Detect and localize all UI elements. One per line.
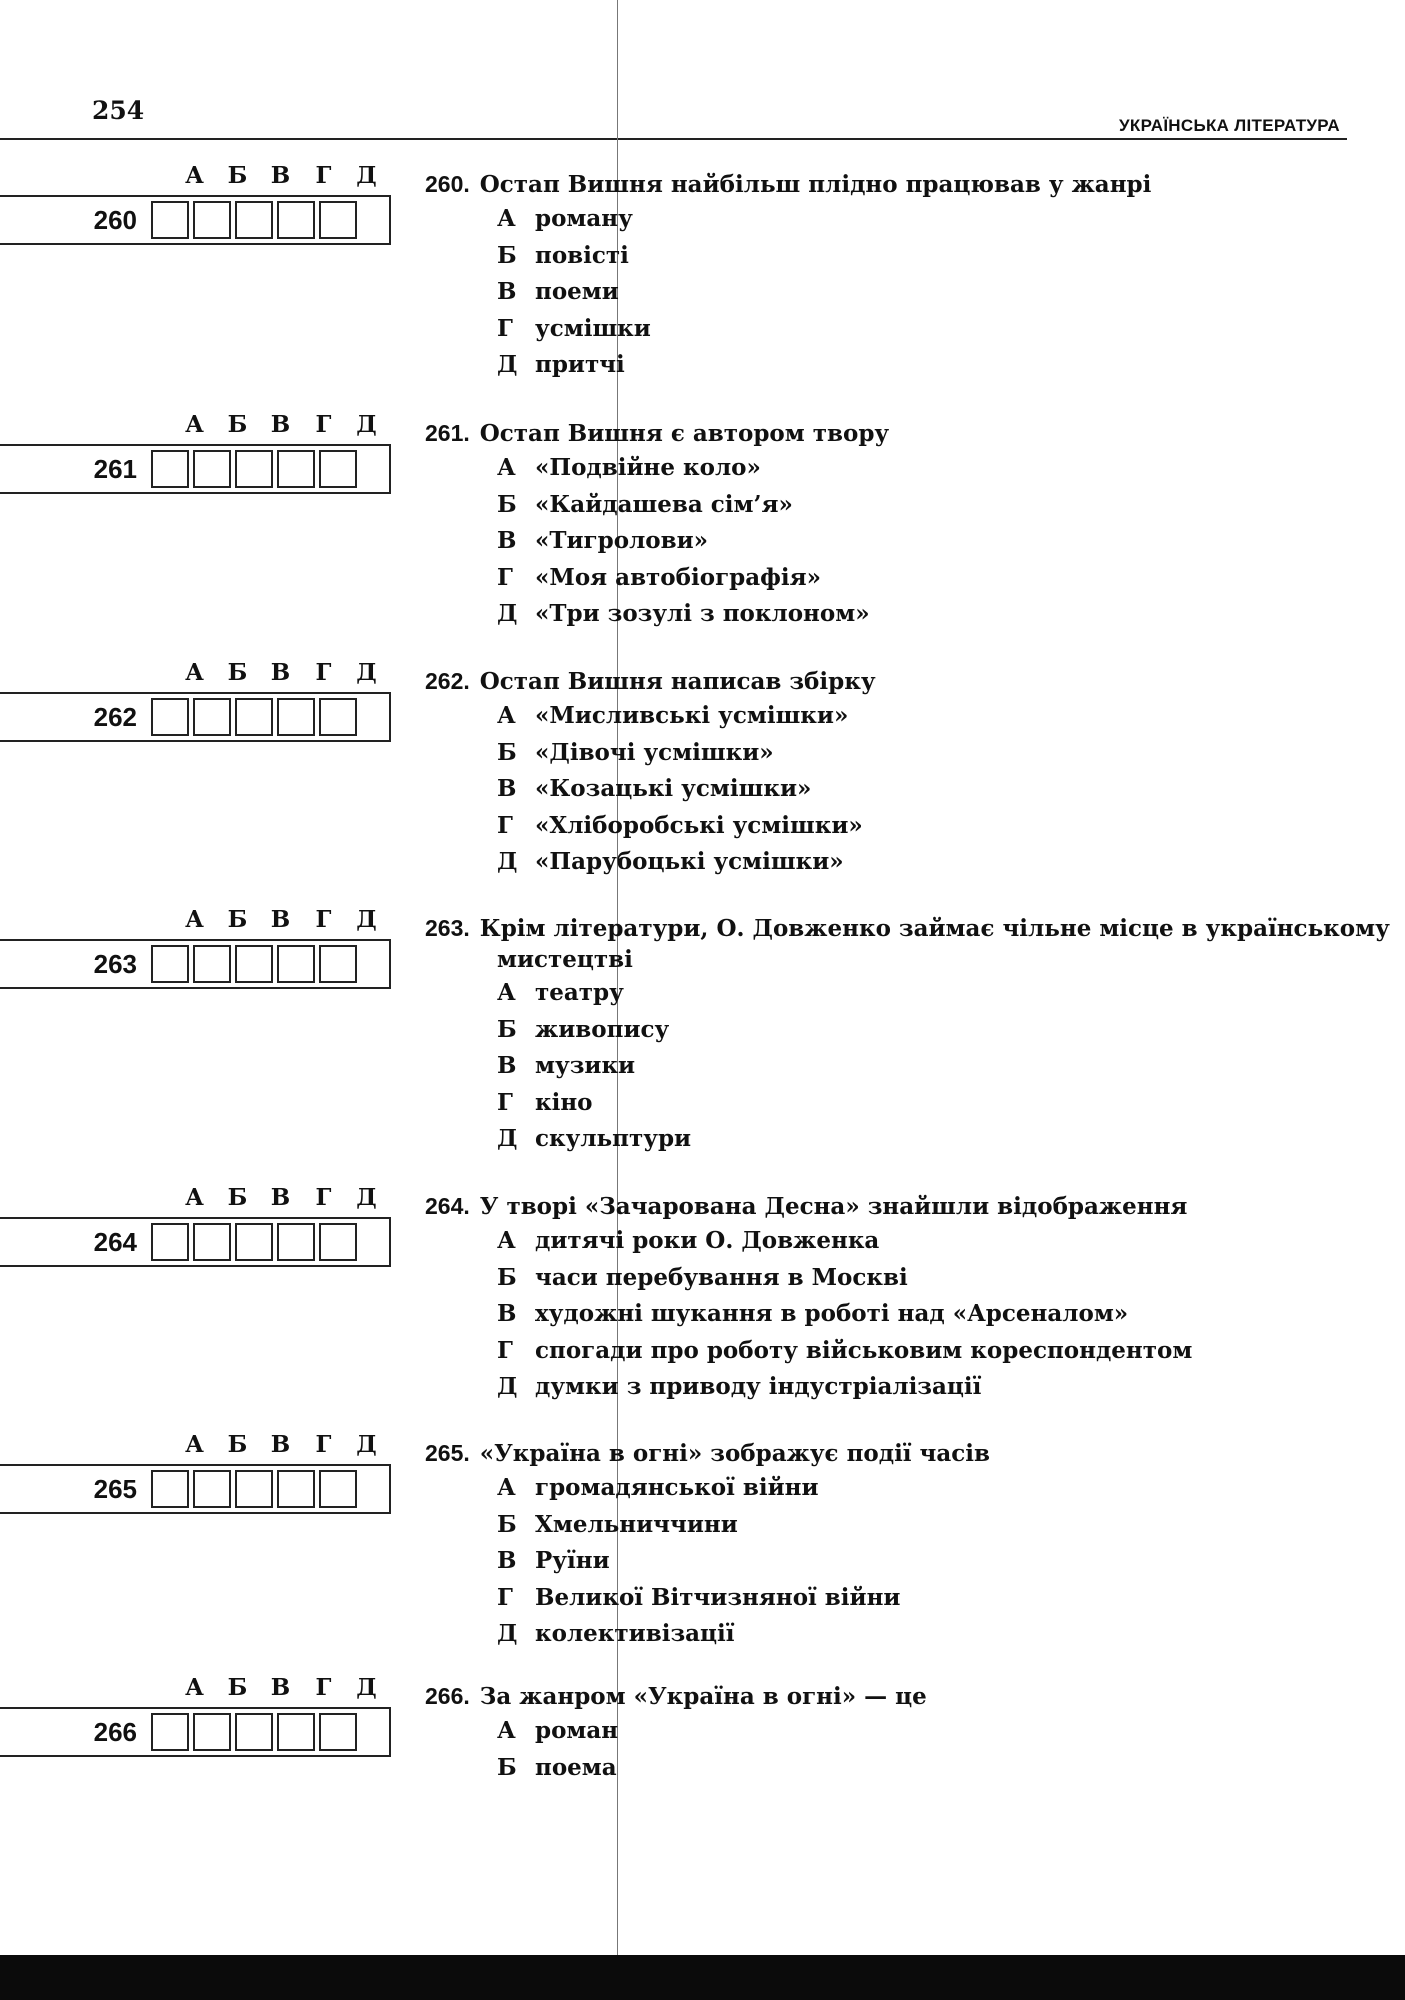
answer-checkbox[interactable]: [277, 1713, 315, 1751]
option-text: колективізації: [535, 1620, 735, 1647]
question-text: У творі «Зачарована Десна» знайшли відображення: [479, 1193, 1188, 1220]
answer-checkbox[interactable]: [193, 1223, 231, 1261]
option-letter: Г: [497, 811, 513, 839]
answer-checkbox[interactable]: [151, 1713, 189, 1751]
question-stem: [425, 168, 1345, 201]
option-letter: В: [497, 1547, 517, 1574]
answer-checkbox[interactable]: [151, 945, 189, 983]
answer-boxes: [151, 945, 357, 983]
option-letter: Г: [497, 1336, 513, 1364]
answer-row-number: 262: [93, 701, 137, 732]
question-text: Крім літератури, О. Довженко займає чільне місце в українському: [479, 915, 1390, 942]
page-number: 254: [92, 96, 145, 125]
answer-option: [425, 771, 1345, 808]
option-text: «Кайдашева сім’я»: [535, 490, 793, 518]
answer-checkbox[interactable]: [235, 1470, 273, 1508]
answer-letter: Б: [227, 162, 248, 189]
answer-row: [0, 1464, 391, 1514]
option-text: роман: [535, 1717, 619, 1744]
option-letter: Д: [497, 1125, 518, 1152]
answer-checkbox[interactable]: [319, 1223, 357, 1261]
option-letter: В: [497, 278, 517, 305]
option-letter: Б: [497, 1753, 517, 1781]
answer-option: [425, 201, 1345, 238]
option-letter: Б: [497, 1510, 517, 1538]
answer-boxes: [151, 450, 357, 488]
answer-letter: Г: [315, 1674, 332, 1701]
option-letter: Б: [497, 1015, 517, 1043]
answer-checkbox[interactable]: [193, 945, 231, 983]
question-text: «Україна в огні» зображує події часів: [479, 1440, 991, 1467]
answer-letter: Г: [315, 1431, 332, 1458]
answer-letter: Б: [227, 906, 248, 933]
answer-checkbox[interactable]: [277, 1470, 315, 1508]
answer-checkbox[interactable]: [235, 698, 273, 736]
option-letter: Г: [497, 1583, 513, 1611]
question-stem: [425, 1190, 1345, 1223]
question-number: 260.: [425, 171, 470, 197]
answer-row-number: 264: [93, 1226, 137, 1257]
question-number: 263.: [425, 915, 470, 941]
answer-letter: В: [270, 1184, 291, 1211]
option-letter: В: [497, 527, 517, 554]
answer-checkbox[interactable]: [151, 1470, 189, 1508]
answer-letters: [173, 411, 388, 438]
answer-option: [425, 1580, 1345, 1617]
answer-option: [425, 1048, 1345, 1085]
answer-option: [425, 1369, 1345, 1406]
question-stem: [425, 912, 1390, 945]
answer-row: [0, 1217, 391, 1267]
answer-letter: А: [185, 162, 204, 189]
question: [425, 1680, 1345, 1786]
answer-option: [425, 844, 1345, 881]
question-text: Остап Вишня є автором твору: [479, 420, 890, 447]
option-letter: Д: [497, 848, 518, 875]
answer-letter: Д: [356, 162, 377, 189]
question-text: Остап Вишня найбільш плідно працював у жанрі: [479, 171, 1152, 198]
answer-letter: Г: [315, 659, 332, 686]
answer-option: [425, 975, 1345, 1012]
answer-letters: [173, 1184, 388, 1211]
option-text: часи перебування в Москві: [535, 1263, 908, 1291]
question: [425, 1437, 1345, 1653]
answer-letter: В: [270, 411, 291, 438]
answer-checkbox[interactable]: [319, 698, 357, 736]
answer-checkbox[interactable]: [277, 698, 315, 736]
option-text: «Тигролови»: [535, 527, 709, 554]
question-number: 266.: [425, 1683, 470, 1709]
option-text: музики: [535, 1052, 636, 1079]
answer-checkbox[interactable]: [319, 201, 357, 239]
answer-boxes: [151, 1223, 357, 1261]
option-letter: Д: [497, 600, 518, 627]
option-letter: В: [497, 1052, 517, 1079]
answer-letter: Д: [356, 1184, 377, 1211]
answer-checkbox[interactable]: [151, 698, 189, 736]
option-letter: Б: [497, 241, 517, 269]
option-letter: А: [497, 454, 516, 481]
answer-letter: Б: [227, 1431, 248, 1458]
answer-letters: [173, 1431, 388, 1458]
option-text: громадянської війни: [535, 1474, 819, 1501]
option-letter: Д: [497, 1373, 518, 1400]
answer-checkbox[interactable]: [193, 1470, 231, 1508]
answer-letter: В: [270, 1674, 291, 1701]
answer-row: [0, 1707, 391, 1757]
answer-letter: Б: [227, 411, 248, 438]
option-letter: Д: [497, 1620, 518, 1647]
answer-letter: Г: [315, 162, 332, 189]
option-text: поема: [535, 1753, 617, 1781]
option-letter: А: [497, 979, 516, 1006]
answer-option: [425, 596, 1345, 633]
answer-checkbox[interactable]: [277, 945, 315, 983]
answer-option: [425, 274, 1345, 311]
answer-option: [425, 311, 1345, 348]
option-letter: В: [497, 775, 517, 802]
answer-checkbox[interactable]: [193, 201, 231, 239]
question-stem: [425, 1680, 1345, 1713]
option-text: «Три зозулі з поклоном»: [535, 600, 870, 627]
option-text: «Козацькі усмішки»: [535, 775, 812, 802]
answer-row-number: 261: [93, 453, 137, 484]
option-text: спогади про роботу військовим кореспондентом: [535, 1336, 1193, 1364]
answer-row: [0, 692, 391, 742]
answer-letter: Д: [356, 411, 377, 438]
answer-letter: Б: [227, 1674, 248, 1701]
header-divider: [0, 138, 1347, 140]
answer-checkbox[interactable]: [319, 1713, 357, 1751]
answer-checkbox[interactable]: [193, 1713, 231, 1751]
option-text: усмішки: [535, 314, 651, 342]
answer-letter: А: [185, 1431, 204, 1458]
answer-row: [0, 939, 391, 989]
answer-letter: В: [270, 162, 291, 189]
answer-boxes: [151, 698, 357, 736]
option-letter: Д: [497, 351, 518, 378]
question: [425, 665, 1345, 881]
option-text: притчі: [535, 351, 625, 378]
answer-option: [425, 1012, 1345, 1049]
option-text: поеми: [535, 278, 619, 305]
answer-row-number: 263: [93, 948, 137, 979]
answer-row: [0, 195, 391, 245]
answer-option: [425, 698, 1345, 735]
option-letter: А: [497, 205, 516, 232]
option-letter: В: [497, 1300, 517, 1327]
answer-option: [425, 1296, 1345, 1333]
answer-letter: Д: [356, 1431, 377, 1458]
question-text: Остап Вишня написав збірку: [479, 668, 876, 695]
answer-letter: Г: [315, 906, 332, 933]
answer-row-number: 266: [93, 1716, 137, 1747]
option-text: «Парубоцькі усмішки»: [535, 848, 844, 875]
question-stem: [425, 1437, 1345, 1470]
answer-option: [425, 1470, 1345, 1507]
option-text: «Моя автобіографія»: [535, 563, 821, 591]
answer-checkbox[interactable]: [193, 450, 231, 488]
question-number: 261.: [425, 420, 470, 446]
answer-row-number: 265: [93, 1473, 137, 1504]
option-letter: Г: [497, 563, 513, 591]
answer-letter: В: [270, 906, 291, 933]
answer-option: [425, 560, 1345, 597]
option-text: «Хліборобські усмішки»: [535, 811, 863, 839]
answer-letters: [173, 906, 388, 933]
option-text: театру: [535, 979, 624, 1006]
option-letter: А: [497, 702, 516, 729]
option-text: думки з приводу індустріалізації: [535, 1373, 982, 1400]
option-letter: А: [497, 1474, 516, 1501]
option-text: кіно: [535, 1088, 593, 1116]
answer-checkbox[interactable]: [277, 1223, 315, 1261]
option-text: Хмельниччини: [535, 1510, 738, 1538]
option-letter: Б: [497, 738, 517, 766]
answer-option: [425, 1333, 1345, 1370]
scan-bottom-edge: [0, 1955, 1405, 2000]
answer-checkbox[interactable]: [235, 1713, 273, 1751]
option-text: повісті: [535, 241, 629, 269]
option-text: Великої Вітчизняної війни: [535, 1583, 901, 1611]
question-text: За жанром «Україна в огні» — це: [479, 1683, 927, 1710]
answer-option: [425, 1543, 1345, 1580]
answer-boxes: [151, 1470, 357, 1508]
answer-letter: А: [185, 1184, 204, 1211]
question: [425, 417, 1345, 633]
answer-letter: А: [185, 1674, 204, 1701]
answer-letter: Б: [227, 1184, 248, 1211]
option-text: роману: [535, 205, 633, 232]
question-stem: [425, 417, 1345, 450]
answer-option: [425, 1085, 1345, 1122]
answer-letter: В: [270, 1431, 291, 1458]
answer-letter: А: [185, 906, 204, 933]
answer-option: [425, 523, 1345, 560]
question-text-continued: мистецтві: [497, 946, 633, 973]
option-letter: Г: [497, 314, 513, 342]
answer-checkbox[interactable]: [193, 698, 231, 736]
question: [425, 912, 1390, 1158]
answer-letter: Г: [315, 1184, 332, 1211]
option-letter: Б: [497, 1263, 517, 1291]
answer-checkbox[interactable]: [277, 201, 315, 239]
answer-letters: [173, 1674, 388, 1701]
answer-option: [425, 808, 1345, 845]
answer-letters: [173, 162, 388, 189]
question-stem: [425, 665, 1345, 698]
answer-letter: А: [185, 411, 204, 438]
option-text: художні шукання в роботі над «Арсеналом»: [535, 1300, 1129, 1327]
answer-option: [425, 1507, 1345, 1544]
answer-checkbox[interactable]: [319, 1470, 357, 1508]
question-number: 265.: [425, 1440, 470, 1466]
answer-row: [0, 444, 391, 494]
option-letter: А: [497, 1717, 516, 1744]
option-text: дитячі роки О. Довженка: [535, 1227, 880, 1254]
answer-option: [425, 487, 1345, 524]
answer-letter: Б: [227, 659, 248, 686]
answer-checkbox[interactable]: [151, 201, 189, 239]
answer-checkbox[interactable]: [235, 201, 273, 239]
answer-letter: Д: [356, 906, 377, 933]
answer-checkbox[interactable]: [235, 450, 273, 488]
question: [425, 168, 1345, 384]
option-text: «Мисливські усмішки»: [535, 702, 849, 729]
answer-option: [425, 1750, 1345, 1787]
answer-checkbox[interactable]: [319, 450, 357, 488]
question-number: 264.: [425, 1193, 470, 1219]
option-letter: Г: [497, 1088, 513, 1116]
answer-checkbox[interactable]: [319, 945, 357, 983]
option-letter: Б: [497, 490, 517, 518]
answer-checkbox[interactable]: [277, 450, 315, 488]
answer-option: [425, 450, 1345, 487]
answer-option: [425, 1713, 1345, 1750]
answer-checkbox[interactable]: [235, 945, 273, 983]
answer-option: [425, 735, 1345, 772]
answer-letter: Г: [315, 411, 332, 438]
question-number: 262.: [425, 668, 470, 694]
answer-option: [425, 1616, 1345, 1653]
answer-boxes: [151, 201, 357, 239]
section-header: УКРАЇНСЬКА ЛІТЕРАТУРА: [1119, 116, 1340, 135]
answer-option: [425, 1121, 1345, 1158]
option-text: «Дівочі усмішки»: [535, 738, 774, 766]
option-text: скульптури: [535, 1125, 692, 1152]
answer-letters: [173, 659, 388, 686]
answer-checkbox[interactable]: [151, 450, 189, 488]
answer-checkbox[interactable]: [235, 1223, 273, 1261]
answer-option: [425, 1260, 1345, 1297]
answer-letter: Д: [356, 1674, 377, 1701]
answer-option: [425, 1223, 1345, 1260]
answer-checkbox[interactable]: [151, 1223, 189, 1261]
option-letter: А: [497, 1227, 516, 1254]
answer-letter: А: [185, 659, 204, 686]
option-text: живопису: [535, 1015, 670, 1043]
answer-boxes: [151, 1713, 357, 1751]
answer-letter: Д: [356, 659, 377, 686]
option-text: «Подвійне коло»: [535, 454, 761, 481]
answer-letter: В: [270, 659, 291, 686]
option-text: Руїни: [535, 1547, 610, 1574]
answer-row-number: 260: [93, 204, 137, 235]
answer-option: [425, 238, 1345, 275]
question: [425, 1190, 1345, 1406]
answer-option: [425, 347, 1345, 384]
